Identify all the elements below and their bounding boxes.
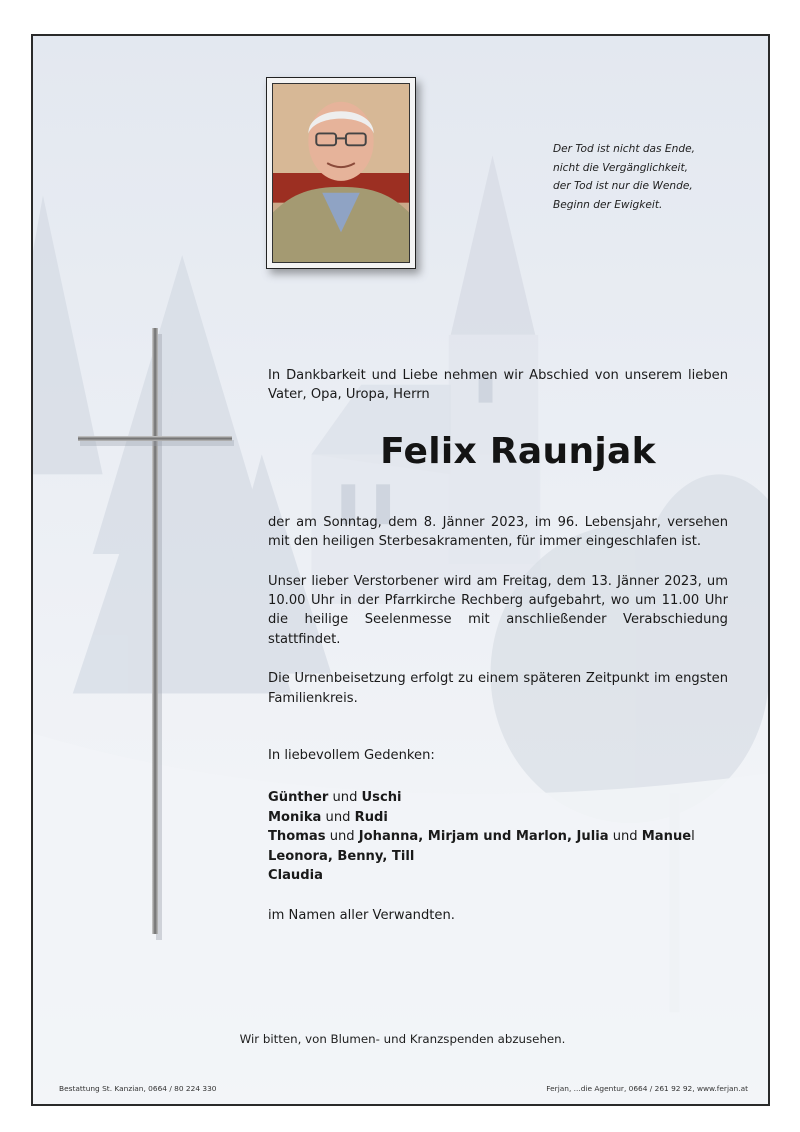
funeral-details-paragraph: Unser lieber Verstorbener wird am Freitag, dem 13. Jänner 2023, um 10.00 Uhr in der Pfarrkirche Rechberg aufgebahrt, wo um 11.00 Uhr die heilige Seelenmesse mit anschließender Verabschiedung stattfindet.	[268, 573, 728, 647]
closing-text: im Namen aller Verwandten.	[268, 907, 455, 923]
death-notice-paragraph: der am Sonntag, dem 8. Jänner 2023, im 96. Lebensjahr, versehen mit den heiligen Sterbesakramenten, für immer eingeschlafen ist.	[268, 514, 728, 550]
family-line: Leonora, Benny, Till	[268, 848, 415, 864]
burial-paragraph: Die Urnenbeisetzung erfolgt zu einem späteren Zeitpunkt im engsten Familienkreis.	[268, 671, 728, 706]
quote-line: Der Tod ist nicht das Ende,	[553, 143, 695, 155]
family-list	[268, 788, 728, 885]
portrait-photo	[272, 83, 410, 263]
memorial-quote	[553, 140, 753, 214]
intro-text: In Dankbarkeit und Liebe nehmen wir Abschied von unserem lieben Vater, Opa, Uropa, Herrn	[268, 368, 728, 403]
portrait-frame	[266, 77, 416, 269]
family-line: Claudia	[268, 868, 323, 884]
donation-request: Wir bitten, von Blumen- und Kranzspenden abzusehen.	[239, 1032, 566, 1046]
obituary-text	[268, 366, 728, 925]
family-line: Günther und Uschi	[268, 790, 402, 806]
quote-line: der Tod ist nur die Wende,	[553, 180, 693, 192]
quote-line: Beginn der Ewigkeit.	[553, 198, 663, 211]
quote-line: nicht die Vergänglichkeit,	[553, 161, 688, 174]
deceased-name: Felix Raunjak	[380, 430, 656, 472]
footer-agency: Ferjan, ...die Agentur, 0664 / 261 92 92, www.ferjan.at	[546, 1084, 748, 1093]
obituary-card	[31, 34, 770, 1106]
cross-icon	[78, 328, 238, 940]
footer-funeral-home: Bestattung St. Kanzian, 0664 / 80 224 330	[59, 1084, 217, 1093]
family-line: Monika und Rudi	[268, 809, 388, 825]
greeting-text: In liebevollem Gedenken:	[268, 748, 435, 764]
family-line: Thomas und Johanna, Mirjam und Marlon, Julia und Manuel	[268, 829, 695, 845]
